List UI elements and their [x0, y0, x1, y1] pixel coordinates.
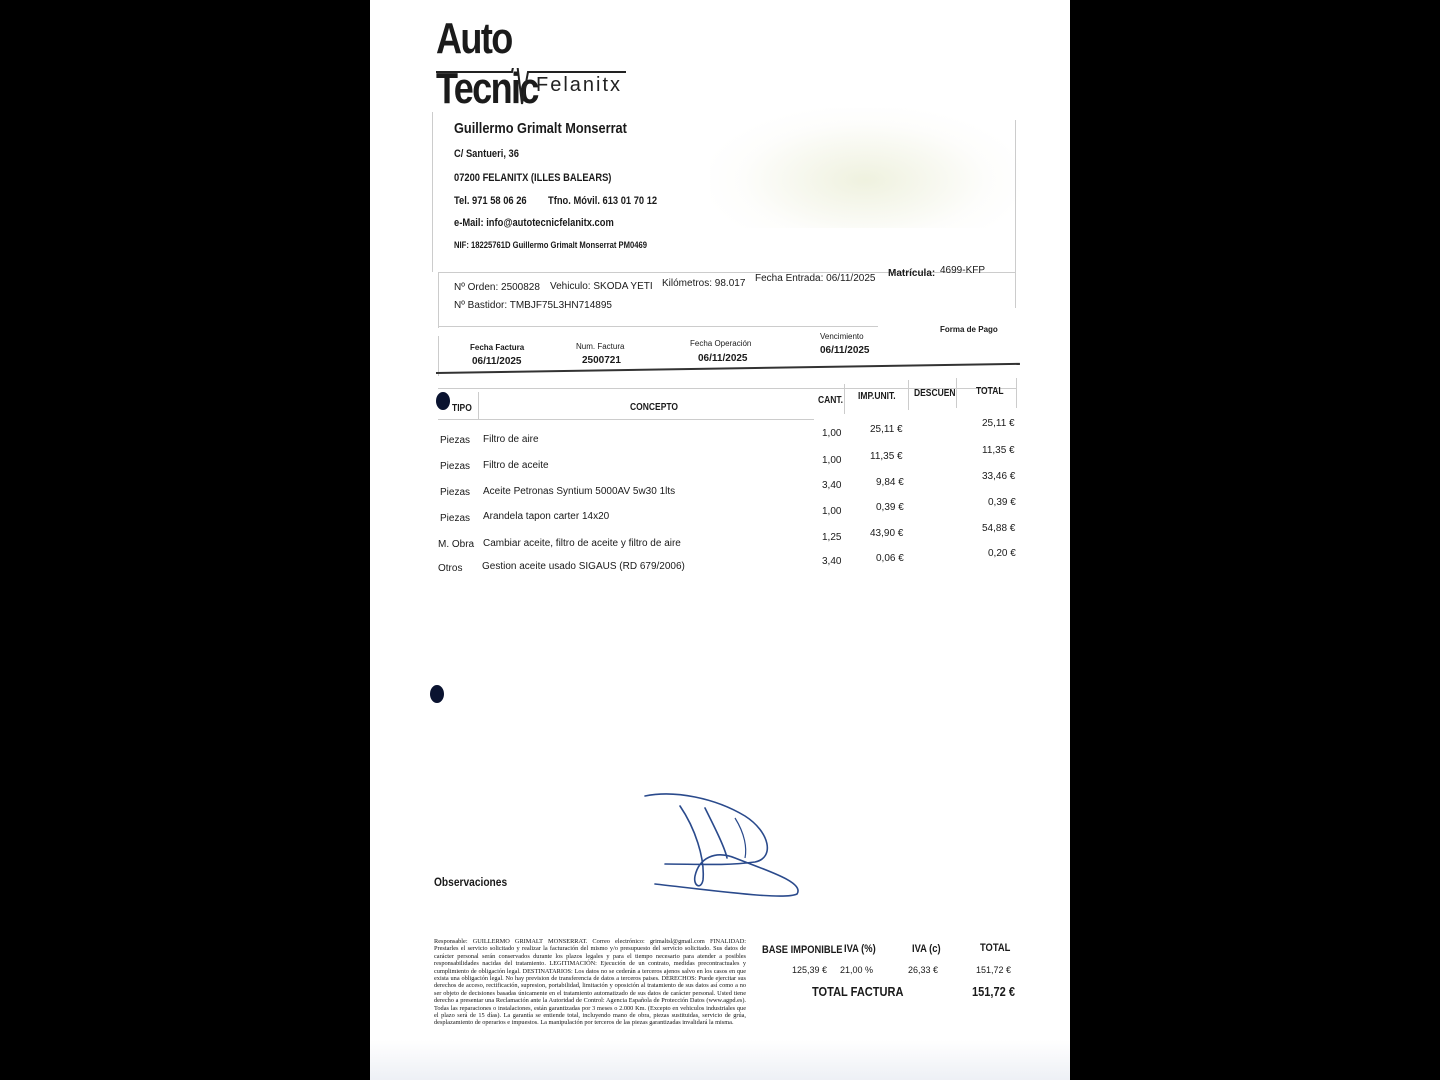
row-imp: 25,11 € — [870, 424, 903, 435]
iva-pct-label: IVA (%) — [844, 943, 876, 955]
row-total: 0,20 € — [988, 548, 1016, 559]
company-city: 07200 FELANITX (ILLES BALEARS) — [454, 172, 612, 184]
col-cant: CANT. — [818, 395, 844, 406]
divider — [1016, 378, 1017, 408]
row-total: 33,46 € — [982, 471, 1016, 482]
divider — [432, 112, 433, 272]
base-imponible: 125,39 € — [792, 965, 828, 975]
punch-hole — [430, 685, 444, 703]
invoice-page — [370, 0, 1070, 1080]
row-cant: 3,40 — [822, 480, 842, 491]
plate-label: Matrícula: — [888, 268, 936, 279]
iva-c: 26,33 € — [908, 965, 939, 975]
row-total: 0,39 € — [988, 497, 1016, 508]
iva-pct: 21,00 % — [840, 965, 874, 975]
row-total: 54,88 € — [982, 523, 1016, 534]
row-cant: 1,00 — [822, 506, 842, 517]
row-imp: 9,84 € — [876, 477, 904, 488]
order-number: Nº Orden: 2500828 — [454, 282, 540, 293]
col-descuen: DESCUEN — [914, 388, 956, 399]
divider — [908, 380, 909, 410]
vencimiento-label: Vencimiento — [820, 332, 864, 341]
forma-pago-label: Forma de Pago — [940, 325, 998, 334]
row-concepto: Gestion aceite usado SIGAUS (RD 679/2006) — [482, 561, 685, 572]
total: 151,72 € — [976, 965, 1012, 975]
company-address: C/ Santueri, 36 — [454, 148, 519, 160]
company-logo — [436, 12, 636, 113]
fecha-factura: 06/11/2025 — [472, 356, 522, 367]
row-concepto: Aceite Petronas Syntium 5000AV 5w30 1lts — [483, 486, 676, 497]
logo-location: Felanitx — [536, 74, 623, 96]
row-concepto: Arandela tapon carter 14x20 — [483, 511, 610, 522]
row-total: 25,11 € — [982, 418, 1015, 429]
company-mobile: Tfno. Móvil. 613 01 70 12 — [548, 195, 658, 207]
col-imp-unit: IMP.UNIT. — [858, 391, 896, 402]
company-nif: NIF: 18225761D Guillermo Grimalt Monserrat PM0469 — [454, 240, 648, 250]
row-tipo: Piezas — [440, 513, 471, 524]
kilometers: Kilómetros: 98.017 — [662, 278, 746, 289]
total-label: TOTAL — [980, 942, 1011, 954]
col-total: TOTAL — [976, 386, 1004, 397]
logo-text: Auto Tecnic — [436, 14, 538, 113]
vencimiento: 06/11/2025 — [820, 345, 870, 356]
plate: 4699-KFP — [940, 265, 986, 276]
num-factura-label: Num. Factura — [576, 342, 625, 351]
base-imponible-label: BASE IMPONIBLE — [762, 944, 843, 956]
row-concepto: Cambiar aceite, filtro de aceite y filtro de aire — [483, 538, 681, 549]
row-imp: 43,90 € — [870, 528, 904, 539]
entry-date: Fecha Entrada: 06/11/2025 — [755, 273, 876, 284]
total-factura: 151,72 € — [972, 984, 1016, 999]
vehicle: Vehiculo: SKODA YETI — [550, 281, 653, 292]
company-tel: Tel. 971 58 06 26 — [454, 195, 527, 207]
num-factura: 2500721 — [582, 355, 621, 366]
signature — [635, 788, 815, 903]
col-concepto: CONCEPTO — [630, 402, 679, 413]
row-imp: 0,06 € — [876, 553, 904, 564]
divider — [844, 384, 845, 414]
divider — [438, 326, 878, 327]
row-imp: 0,39 € — [876, 502, 904, 513]
divider — [956, 378, 957, 408]
chassis-number: Nº Bastidor: TMBJF75L3HN714895 — [454, 300, 612, 311]
divider — [438, 272, 439, 328]
row-tipo: Piezas — [440, 435, 471, 446]
row-concepto: Filtro de aceite — [483, 460, 549, 471]
stain — [710, 108, 1020, 228]
row-cant: 1,00 — [822, 455, 842, 466]
fecha-operacion-label: Fecha Operación — [690, 339, 752, 348]
iva-c-label: IVA (c) — [912, 943, 941, 955]
bottom-shadow — [370, 1040, 1070, 1080]
row-tipo: Piezas — [440, 461, 471, 472]
total-factura-label: TOTAL FACTURA — [812, 984, 904, 999]
punch-hole — [436, 392, 450, 410]
divider — [436, 363, 1020, 374]
company-name: Guillermo Grimalt Monserrat — [454, 120, 627, 137]
row-imp: 11,35 € — [870, 451, 903, 462]
divider — [438, 419, 814, 420]
fecha-operacion: 06/11/2025 — [698, 353, 748, 364]
legal-notice: Responsable: GUILLERMO GRIMALT MONSERRAT. Correo electrónico: grimaltsl@gmail.com FINALIDAD: Prestarles el servicio solicitado y realizar la facturación del mismo y/o presupuesto del servicio solicitado. Sus datos de carácter personal serán conservados durante los plazos legales y para el tiempo necesario para atender a posibles responsabilidades nacidas del tratamiento. LEGITIMACIÓN: Ejecución de un contrato, medidas precontractuales y cumplimiento de obligación legal. DESTINATARIOS: Los datos no se cederán a terceros ajenos salvo en los casos en que exista una obligación legal. No hay prevision de transferencia de datos a terceros paises. DERECHOS: Puede ejercitar sus derechos de acceso, rectificación, supresion, portabilidad, limitación y oposición al tratamiento de sus datos así como a no ser objeto de decisiones basadas únicamente en el tratamiento automatizado de sus datos de carácter personal. Usted tiene derecho a presentar una Reclamación ante la Autoridad de Control: Agencia Española de Protección Datos (www.agpd.es). Todas las reparaciones o instalaciones, están garantizadas por 3 meses o 2.000 Km. (Excepto en vehiculos industriales que el plazo será de 15 días). La garantía se entiende total, incluyendo mano de obra, piezas sustituidas, servicio de grúa, desplazamiento de operarios e impuestos. La manipulación por terceros de las piezas garantizadas invalidará la misma. — [434, 938, 746, 1027]
row-tipo: Otros — [438, 563, 463, 574]
row-tipo: Piezas — [440, 487, 471, 498]
divider — [438, 336, 439, 376]
row-cant: 1,00 — [822, 428, 842, 439]
divider — [478, 392, 479, 420]
row-cant: 1,25 — [822, 532, 842, 543]
row-total: 11,35 € — [982, 445, 1015, 456]
observaciones-label: Observaciones — [434, 875, 508, 889]
fecha-factura-label: Fecha Factura — [470, 343, 525, 352]
company-email: e-Mail: info@autotecnicfelanitx.com — [454, 217, 614, 229]
row-tipo: M. Obra — [438, 539, 475, 550]
divider — [1015, 120, 1016, 308]
row-concepto: Filtro de aire — [483, 434, 539, 445]
row-cant: 3,40 — [822, 556, 842, 567]
col-tipo: TIPO — [452, 403, 472, 414]
